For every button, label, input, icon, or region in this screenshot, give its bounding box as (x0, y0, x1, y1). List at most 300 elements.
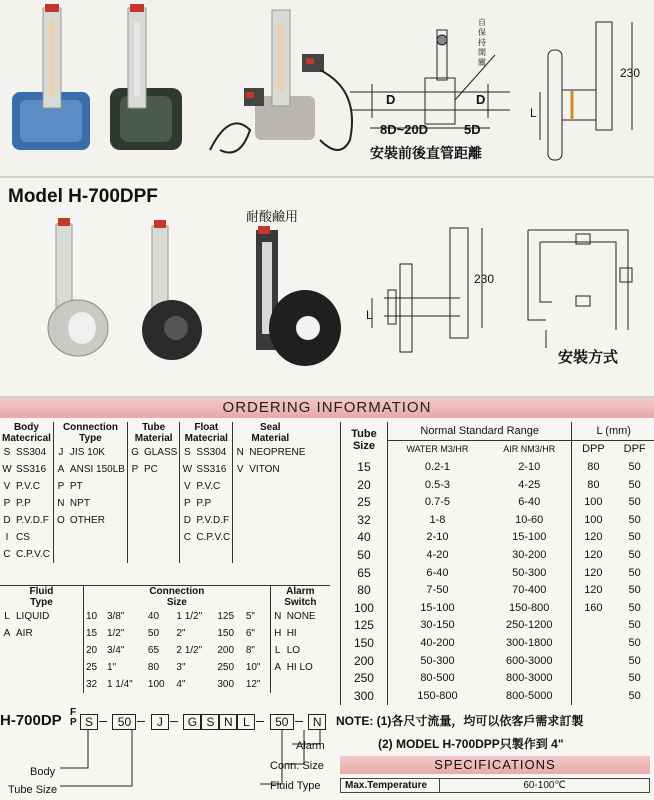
tube-size-cell: 25 (341, 493, 387, 511)
header-line: Tube (351, 428, 377, 441)
tube-size-cell: 300 (341, 687, 387, 705)
option-value (142, 529, 180, 546)
side-view-diagram (540, 22, 632, 160)
option-code (233, 478, 248, 495)
fluid-code (0, 659, 14, 676)
vertical-char: 持 (478, 38, 486, 47)
option-value: P.V.C (14, 478, 53, 495)
air-range-cell: 250-1200 (487, 617, 572, 635)
vertical-char: 開 (478, 48, 486, 57)
water-range-cell: 150-800 (417, 689, 458, 702)
air-range-cell: 15-100 (487, 529, 572, 547)
option-code: J (58, 447, 64, 458)
fluid-value (14, 676, 83, 693)
range-row (341, 669, 654, 687)
option-code: V (183, 481, 191, 492)
tube-size-cell: 80 (341, 581, 387, 599)
option-value: VITON (249, 464, 280, 475)
range-row (341, 634, 654, 652)
option-value: P.P (14, 495, 53, 512)
header-line: Material (134, 433, 173, 444)
top-product-band (0, 0, 654, 178)
header-line: Float (194, 422, 219, 433)
option-value (247, 495, 307, 512)
header-line: Material (251, 433, 290, 444)
option-table-wrap (0, 585, 330, 693)
spec-value: 60-100℃ (440, 779, 650, 793)
range-row (341, 493, 654, 511)
dpp-header: DPP (582, 443, 605, 456)
conn-size-value: 12" (244, 676, 270, 693)
header-line: Switch (284, 597, 317, 608)
alarm-value: HI LO (286, 662, 313, 673)
air-range-cell: 50-300 (487, 564, 572, 582)
range-header-row-2 (341, 440, 654, 458)
code-box-connection: J (151, 714, 169, 730)
option-code: S (183, 447, 191, 458)
water-range-cell: 6-40 (426, 566, 449, 579)
dpf-cell: 50 (628, 566, 641, 579)
option-code (180, 546, 195, 563)
option-value: C.P.V.C (194, 529, 232, 546)
normal-range-header: Normal Standard Range (387, 422, 572, 440)
label-body: Body (30, 766, 56, 778)
range-row (341, 599, 654, 617)
option-value (142, 478, 180, 495)
option-value: P.V.C (194, 478, 232, 495)
conn-size-value: 1/2" (106, 628, 125, 639)
alarm-value: LO (286, 645, 301, 656)
option-code (127, 478, 142, 495)
conn-size-code: 150 (217, 628, 235, 639)
dpf-cell: 50 (628, 619, 641, 632)
water-header: WATER M3/HR (406, 444, 469, 455)
dim-label-upstream: 8D~20D (380, 122, 429, 137)
material-row (0, 495, 307, 512)
range-table-wrap (340, 422, 654, 705)
option-value: SS304 (14, 444, 53, 461)
header-line: Matecrical (2, 433, 51, 444)
option-code: V (3, 481, 11, 492)
note-line-2: (2) MODEL H-700DPP只製作到 4" (378, 737, 564, 751)
option-code: V (236, 464, 244, 475)
option-code: S (3, 447, 11, 458)
float-header (180, 422, 233, 444)
option-code: C (3, 549, 11, 560)
tube-size-cell: 250 (341, 669, 387, 687)
water-range-cell: 0.5-3 (424, 478, 450, 491)
option-value: NPT (68, 495, 128, 512)
conn-size-code: 100 (147, 679, 165, 690)
conn-size-value: 8" (244, 642, 270, 659)
conn-size-value: 3/4" (106, 645, 125, 656)
conn-size-value: 5" (244, 608, 270, 625)
dpf-cell: 50 (628, 601, 641, 614)
note-line-1: NOTE: (1)各尺寸流量，均可以依客戶需求訂製 (336, 714, 584, 728)
option-row (0, 608, 330, 625)
option-value: GLASS (142, 444, 180, 461)
range-table (341, 422, 654, 705)
dpf-l-label: L (366, 308, 373, 322)
water-range-cell: 50-300 (420, 654, 455, 667)
option-value: ANSI 150LB (68, 461, 128, 478)
dpf-cell: 50 (628, 672, 641, 685)
range-row (341, 511, 654, 529)
spec-key: Max.Temperature (341, 779, 440, 793)
fluid-value: AIR (14, 625, 83, 642)
flowmeter-photo-blue (12, 4, 90, 150)
header-line: Size (166, 597, 187, 608)
dpp-cell: 120 (584, 566, 603, 579)
fluid-code (0, 676, 14, 693)
conn-size-value: 3" (176, 662, 186, 673)
tube-size-cell: 200 (341, 652, 387, 670)
dpf-cell: 50 (628, 531, 641, 544)
conn-size-code: 65 (147, 645, 160, 656)
conn-size-value: 10" (244, 659, 270, 676)
option-value (194, 546, 232, 563)
option-row (0, 659, 330, 676)
dpf-cell: 50 (628, 460, 641, 473)
option-code: D (183, 515, 191, 526)
option-code: I (5, 532, 9, 543)
conn-size-value: 1 1/4" (106, 679, 133, 690)
vertical-char: 保 (478, 28, 486, 37)
fluid-code: A (3, 628, 11, 639)
conn-size-value: 4" (176, 679, 186, 690)
code-box-tube-size: 50 (112, 714, 136, 730)
pf-stack (70, 708, 77, 728)
code-prefix-text: H-700DP (0, 712, 62, 729)
dpf-cell: 50 (628, 584, 641, 597)
alarm-header (270, 586, 330, 608)
water-range-cell: 15-100 (420, 601, 455, 614)
option-code (127, 529, 142, 546)
dpp-cell: 100 (584, 496, 603, 509)
option-code: N (236, 447, 244, 458)
tube-size-cell: 100 (341, 599, 387, 617)
option-value: C.P.V.C (14, 546, 53, 563)
option-row (0, 676, 330, 693)
model-title: Model H-700DPF (8, 186, 158, 207)
dpp-cell: 120 (584, 548, 603, 561)
tube-size-cell: 40 (341, 529, 387, 547)
header-line: Type (79, 433, 102, 444)
conn-size-code: 40 (147, 611, 160, 622)
water-range-cell: 80-500 (420, 672, 455, 685)
option-code: P (57, 481, 65, 492)
range-row (341, 687, 654, 705)
code-boxes (80, 713, 326, 731)
water-range-cell: 7-50 (426, 584, 449, 597)
alarm-code: A (274, 662, 282, 673)
range-header-row-1 (341, 422, 654, 440)
option-value (247, 529, 307, 546)
option-value (68, 529, 128, 546)
range-row (341, 476, 654, 494)
conn-size-value: 3/8" (106, 611, 125, 622)
option-code (233, 512, 248, 529)
dpp-cell: 120 (584, 531, 603, 544)
fluid-value (14, 642, 83, 659)
dpp-cell (572, 634, 614, 652)
air-range-cell: 150-800 (487, 599, 572, 617)
dpf-cell: 50 (628, 478, 641, 491)
option-code: P (131, 464, 139, 475)
conn-size-value: 6" (244, 625, 270, 642)
install-method-label: 安裝方式 (558, 349, 619, 366)
option-value: PT (68, 478, 128, 495)
fluid-value (14, 659, 83, 676)
dpf-side-diagram (372, 228, 482, 352)
option-value: P.P (194, 495, 232, 512)
fluid-header (0, 586, 83, 608)
air-range-cell: 800-3000 (487, 669, 572, 687)
option-value (142, 495, 180, 512)
range-row (341, 546, 654, 564)
water-range-cell: 30-150 (420, 619, 455, 632)
header-line: Type (30, 597, 53, 608)
dim-label-downstream: 5D (464, 122, 481, 137)
vertical-char: 自 (478, 18, 486, 27)
option-code (53, 546, 68, 563)
option-code (53, 529, 68, 546)
water-range-cell: 0.2-1 (424, 460, 450, 473)
material-row (0, 546, 307, 563)
code-box-float: S (201, 714, 219, 730)
option-value (247, 512, 307, 529)
dpp-cell (572, 687, 614, 705)
conn-size-code: 300 (217, 679, 235, 690)
alarm-value: NONE (286, 611, 316, 622)
label-conn-size: Conn. Size (270, 760, 324, 772)
pf-top: F (70, 707, 77, 718)
tube-size-header (341, 422, 387, 458)
conn-size-value: 2 1/2" (176, 645, 203, 656)
range-row (341, 617, 654, 635)
header-line: Size (352, 440, 375, 453)
air-header: AIR NM3/HR (487, 440, 572, 458)
code-box-seal: N (219, 714, 237, 730)
air-range-cell: 30-200 (487, 546, 572, 564)
air-range-cell: 4-25 (487, 476, 572, 494)
air-range-cell: 6-40 (487, 493, 572, 511)
dpf-cell: 50 (628, 548, 641, 561)
option-value (68, 546, 128, 563)
conn-size-value: 1" (106, 662, 117, 673)
tube-size-cell: 20 (341, 476, 387, 494)
code-box-tube-material: G (183, 714, 201, 730)
spec-table-wrap (340, 778, 650, 793)
tube-header (127, 422, 179, 444)
pf-bottom: P (70, 717, 77, 728)
model-dpf-band (0, 178, 654, 398)
dpp-cell: 80 (587, 478, 600, 491)
material-table-wrap (0, 422, 307, 563)
option-row (0, 625, 330, 642)
dpp-cell (572, 669, 614, 687)
air-range-cell: 600-3000 (487, 652, 572, 670)
conn-size-code: 15 (85, 628, 98, 639)
top-product-illustration (0, 0, 654, 176)
water-range-cell: 4-20 (426, 548, 449, 561)
fluid-code: L (4, 611, 10, 622)
dpp-cell (572, 617, 614, 635)
water-range-cell: 0.7-5 (424, 496, 450, 509)
dpf-header: DPF (623, 443, 646, 456)
alarm-code: H (274, 628, 282, 639)
dpp-cell (572, 652, 614, 670)
label-fluid-type: Fluid Type (270, 780, 321, 792)
option-value: SS316 (14, 461, 53, 478)
dpf-photo-dark (142, 220, 202, 360)
header-line: Tube (142, 422, 166, 433)
ordering-info-title: ORDERING INFORMATION (0, 398, 654, 418)
range-row (341, 564, 654, 582)
dpf-install-diagram (528, 230, 632, 348)
code-box-body: S (80, 714, 98, 730)
dpf-cell: 50 (628, 496, 641, 509)
option-code (127, 546, 142, 563)
d-label-left: D (386, 92, 396, 107)
range-row (341, 458, 654, 476)
material-row (0, 444, 307, 461)
conn-size-code: 25 (85, 662, 98, 673)
header-line: Fluid (29, 586, 54, 597)
pipe-straight-run-diagram (350, 30, 510, 128)
option-code (233, 495, 248, 512)
dpf-cell: 50 (628, 513, 641, 526)
option-value (142, 512, 180, 529)
tube-size-cell: 125 (341, 617, 387, 635)
option-code: C (183, 532, 191, 543)
conn-size-code: 20 (85, 645, 98, 656)
alarm-code: L (274, 645, 281, 656)
straight-pipe-caption: 安裝前後直管距離 (370, 145, 482, 161)
material-row (0, 512, 307, 529)
header-line: Connection (149, 586, 205, 597)
label-tube-size: Tube Size (8, 784, 58, 796)
label-alarm: Alarm (296, 740, 325, 752)
option-value: SS316 (194, 461, 232, 478)
tube-size-cell: 150 (341, 634, 387, 652)
seal-header (233, 422, 308, 444)
option-table (0, 586, 330, 693)
option-value: PC (142, 461, 180, 478)
tube-size-cell: 15 (341, 458, 387, 476)
option-value: JIS 10K (68, 444, 128, 461)
option-code: P (183, 498, 191, 509)
option-code: G (131, 447, 139, 458)
air-range-cell: 800-5000 (487, 687, 572, 705)
dpf-cell: 50 (628, 654, 641, 667)
code-box-alarm: N (308, 714, 326, 730)
dpp-cell: 160 (584, 601, 603, 614)
model-dpf-illustration (0, 178, 654, 396)
spec-table (340, 778, 650, 793)
dpf-photo-ring (48, 218, 108, 356)
conn-size-header (83, 586, 270, 608)
option-code (127, 512, 142, 529)
option-value: P.V.D.F (14, 512, 53, 529)
dpp-cell: 100 (584, 513, 603, 526)
spec-row (341, 779, 650, 793)
header-line: Seal (260, 422, 281, 433)
dpp-cell: 80 (587, 460, 600, 473)
tube-size-cell: 50 (341, 546, 387, 564)
option-code: O (57, 515, 65, 526)
acid-resistant-label: 耐酸鹼用 (246, 209, 299, 224)
air-range-cell: 300-1800 (487, 634, 572, 652)
l-dim-label: L (530, 106, 537, 120)
code-box-fluid: L (237, 714, 255, 730)
option-code (233, 546, 248, 563)
alarm-code (270, 676, 285, 693)
option-code: W (182, 464, 193, 475)
conn-size-code: 200 (217, 645, 235, 656)
dpp-cell: 120 (584, 584, 603, 597)
range-row (341, 581, 654, 599)
conn-size-code: 250 (217, 662, 235, 673)
material-header-row (0, 422, 307, 444)
air-range-cell: 10-60 (487, 511, 572, 529)
option-value: P.V.D.F (194, 512, 232, 529)
option-code (233, 529, 248, 546)
dpf-cell: 50 (628, 636, 641, 649)
tube-size-cell: 32 (341, 511, 387, 529)
option-code: N (57, 498, 65, 509)
range-row (341, 529, 654, 547)
l-mm-header: L (mm) (572, 422, 654, 440)
d-label-right: D (476, 92, 486, 107)
header-line: Body (13, 422, 39, 433)
height-dim-label: 230 (620, 66, 641, 80)
conn-size-value: 2" (176, 628, 186, 639)
model-code-prefix (0, 712, 62, 729)
fluid-code (0, 642, 14, 659)
conn-size-code: 32 (85, 679, 98, 690)
body-header (0, 422, 53, 444)
conn-size-code: 80 (147, 662, 160, 673)
vertical-char: 關 (478, 58, 486, 67)
header-line: Alarm (286, 586, 315, 597)
self-hold-switch-label (478, 18, 486, 68)
material-row (0, 478, 307, 495)
water-range-cell: 2-10 (426, 531, 449, 544)
option-value: SS304 (194, 444, 232, 461)
option-code: A (57, 464, 65, 475)
water-range-cell: 40-200 (420, 636, 455, 649)
alarm-code: N (274, 611, 282, 622)
alarm-value: HI (286, 628, 297, 639)
option-header-row (0, 586, 330, 608)
option-value (247, 478, 307, 495)
option-code: D (3, 515, 11, 526)
range-row (341, 652, 654, 670)
air-range-cell: 2-10 (487, 458, 572, 476)
option-value (142, 546, 180, 563)
material-table (0, 422, 307, 563)
fluid-value: LIQUID (14, 608, 83, 625)
option-code: P (3, 498, 11, 509)
option-code (127, 495, 142, 512)
dpf-photo-acid (256, 226, 341, 366)
option-value: NEOPRENE (249, 447, 306, 458)
flowmeter-photo-alarm (210, 10, 352, 153)
flowmeter-photo-dark (110, 4, 182, 150)
water-range-cell: 1-8 (429, 513, 446, 526)
option-value (247, 546, 307, 563)
